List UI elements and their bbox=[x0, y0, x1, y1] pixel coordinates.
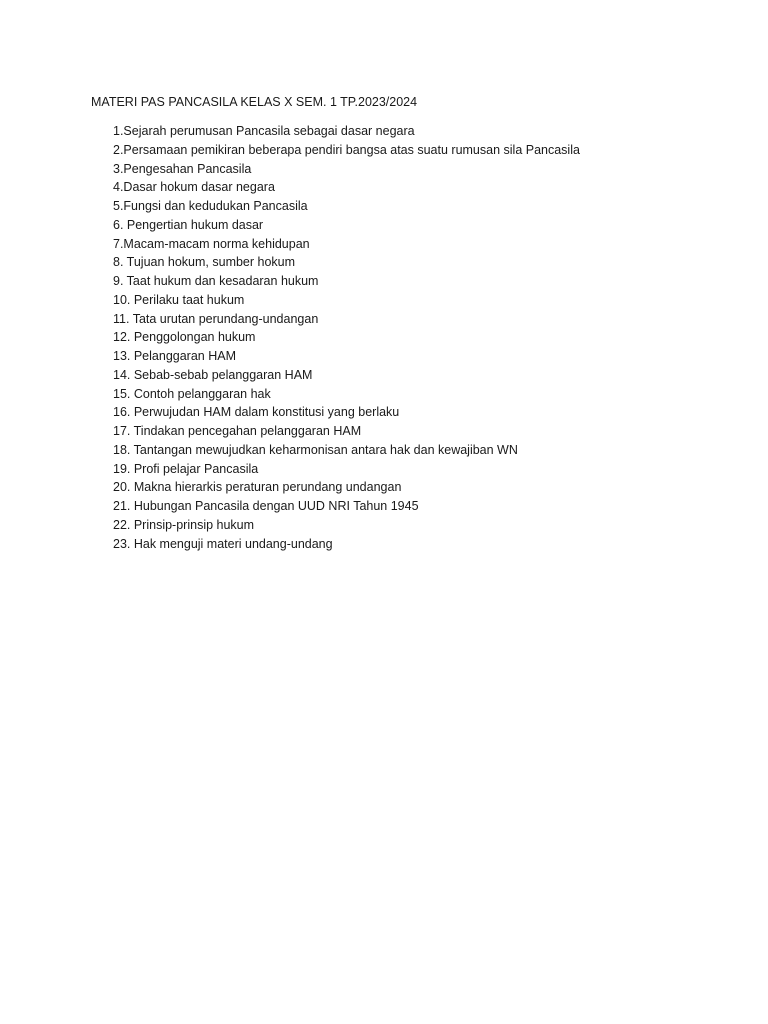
list-item: 17. Tindakan pencegahan pelanggaran HAM bbox=[113, 424, 362, 438]
list-item: 18. Tantangan mewujudkan keharmonisan antara hak dan kewajiban WN bbox=[113, 442, 518, 457]
list-item: 5.Fungsi dan kedudukan Pancasila bbox=[113, 199, 308, 213]
list-item: 23. Hak menguji materi undang-undang bbox=[113, 536, 333, 551]
list-item: 14. Sebab-sebab pelanggaran HAM bbox=[113, 367, 313, 382]
list-item: 19. Profi pelajar Pancasila bbox=[113, 461, 259, 476]
list-item: 7.Macam-macam norma kehidupan bbox=[113, 236, 310, 251]
list-item: 3.Pengesahan Pancasila bbox=[113, 161, 252, 176]
list-item: 4.Dasar hokum dasar negara bbox=[113, 180, 275, 195]
list-item: 22. Prinsip-prinsip hukum bbox=[113, 517, 255, 532]
list-item: 11. Tata urutan perundang-undangan bbox=[113, 311, 319, 326]
list-item: 12. Penggolongan hukum bbox=[113, 330, 256, 345]
material-list bbox=[113, 122, 580, 553]
list-item: 13. Pelanggaran HAM bbox=[113, 349, 236, 363]
list-item: 2.Persamaan pemikiran beberapa pendiri bangsa atas suatu rumusan sila Pancasila bbox=[113, 142, 580, 157]
list-item: 8. Tujuan hokum, sumber hokum bbox=[113, 255, 296, 270]
list-item: 16. Perwujudan HAM dalam konstitusi yang berlaku bbox=[113, 405, 400, 420]
list-item: 21. Hubungan Pancasila dengan UUD NRI Tahun 1945 bbox=[113, 499, 419, 513]
list-item: 1.Sejarah perumusan Pancasila sebagai dasar negara bbox=[113, 124, 415, 138]
list-item: 15. Contoh pelanggaran hak bbox=[113, 386, 271, 401]
list-item: 10. Perilaku taat hukum bbox=[113, 292, 245, 307]
list-item: 20. Makna hierarkis peraturan perundang undangan bbox=[113, 480, 402, 495]
document-title: MATERI PAS PANCASILA KELAS X SEM. 1 TP.2023/2024 bbox=[91, 95, 418, 109]
list-item: 9. Taat hukum dan kesadaran hukum bbox=[113, 274, 319, 288]
list-item: 6. Pengertian hukum dasar bbox=[113, 217, 264, 232]
